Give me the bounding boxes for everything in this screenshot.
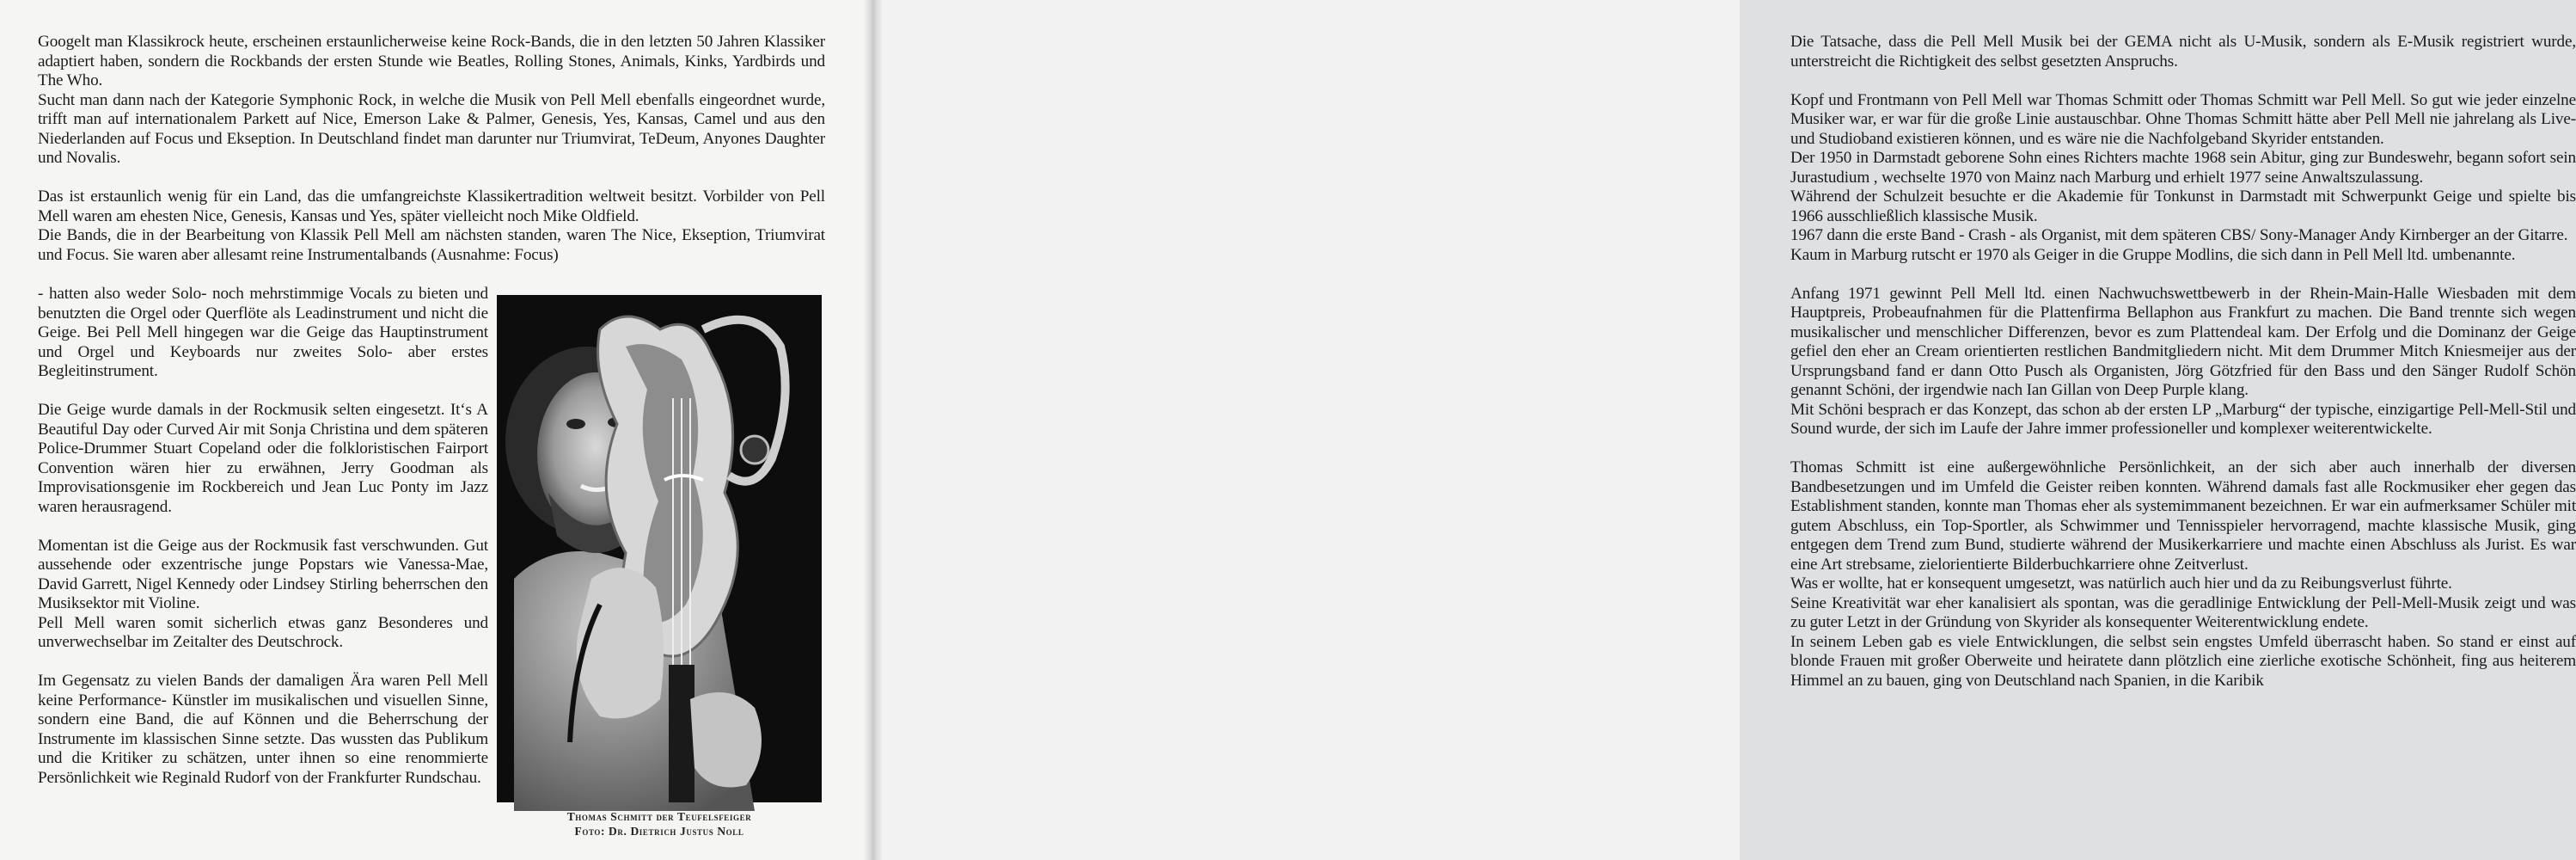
paragraph-modlins: Kaum in Marburg rutscht er 1970 als Geiger in die Gruppe Modlins, die sich dann in Pell Mell ltd. umbenannte. bbox=[1790, 245, 2516, 264]
paragraph-kreativitaet: Seine Kreativität war eher kanalisiert als spontan, was die geradlinige Entwicklung der Pell-Mell-Musik zeigt und was zu guter Letzt in der Gründung von Skyrider als konsequenter Weiterentwicklung endete. bbox=[1790, 593, 2576, 631]
paragraph-crash: 1967 dann die erste Band - Crash - als Organist, mit dem späteren CBS/ Sony-Manager Andy Kirnberger an der Gitarre. bbox=[1790, 226, 2568, 244]
caption-title: Thomas Schmitt der Teufelsfeiger bbox=[566, 810, 752, 823]
photo-caption bbox=[497, 809, 822, 838]
paragraph-vocals: - hatten also weder Solo- noch mehrstimmige Vocals zu bieten und benutzten die Orgel oder Querflöte als Leadinstrument und nicht die Geige. Bei Pell Mell hingegen war die Geige das Hauptinstrument und Orgel und Keyboards nur zweites Solo- aber erstes Begleitinstrument. bbox=[38, 285, 488, 380]
paragraph-gema: Die Tatsache, dass die Pell Mell Musik bei der GEMA nicht als U-Musik, sondern als E-Musik registriert wurde, unterstreicht die Richtigkeit des selbst gesetzten Anspruchs. bbox=[1790, 33, 2576, 71]
left-page bbox=[0, 0, 870, 860]
left-column-text-block bbox=[38, 285, 488, 788]
right-text-block bbox=[1790, 33, 2576, 691]
paragraph-frontmann: Kopf und Frontmann von Pell Mell war Thomas Schmitt oder Thomas Schmitt war Pell Mell. So gut wie jeder einzelne Musiker war, er war für die große Linie austauschbar. Ohne Thomas Schmitt hätte aber Pell Mell nie jahrelang als Live- und Studioband existieren können, und es wäre nie die Nachfolgeband Skyrider entstanden. bbox=[1790, 90, 2576, 148]
paragraph-schoeni: Mit Schöni besprach er das Konzept, das schon ab der ersten LP „Marburg“ der typische, einzigartige Pell-Mell-Stil und Sound wurde, der sich im Laufe der Jahre immer professioneller und komplexer weiterentwickelte. bbox=[1790, 400, 2576, 438]
book-gutter bbox=[864, 0, 883, 860]
paragraph-klassikertradition: Das ist erstaunlich wenig für ein Land, das die umfangreichste Klassikertradition weltweit besitzt. Vorbilder von Pell Mell waren am ehesten Nice, Genesis, Kansas und Yes, später vielleicht noch Mike Oldfield. bbox=[38, 187, 825, 225]
paragraph-bands-bearbeitung: Die Bands, die in der Bearbeitung von Klassik Pell Mell am nächsten standen, waren The Nice, Ekseption, Triumvirat und Focus. Sie waren aber allesamt reine Instrumentalbands (Ausnahme: Focus) bbox=[38, 226, 825, 264]
right-page bbox=[870, 0, 2576, 860]
paragraph-reibungsverlust: Was er wollte, hat er konsequent umgesetzt, was natürlich auch hier und da zu Reibungsverlust führte. bbox=[1790, 574, 2452, 593]
paragraph-wettbewerb: Anfang 1971 gewinnt Pell Mell ltd. einen Nachwuchswettbewerb in der Rhein-Main-Halle Wiesbaden mit dem Hauptpreis, Probeaufnahmen für die Plattenfirma Bellaphon aus Frankfurt zu machen. Die Band trennte sich wegen musikalischer und menschlicher Differenzen, bevor es zum Plattendeal kam. Der Erfolg und die Dominanz der Geige gefiel den eher an Cream orientierten restlichen Bandmitgliedern nicht. Mit dem Drummer Mitch Kniesmeijer aus der Ursprungsband fand er dann Otto Pusch als Organisten, Jörg Götzfried für den Bass und den Sänger Rudolf Schön genannt Schöni, der irgendwie nach Ian Gillan von Deep Purple klang. bbox=[1790, 284, 2576, 399]
violinist-photo-graphic bbox=[497, 295, 822, 802]
caption-credit: Foto: Dr. Dietrich Justus Noll bbox=[574, 825, 744, 838]
paragraph-persoenlichkeit: Thomas Schmitt ist eine außergewöhnliche Persönlichkeit, an der sich aber auch innerhalb der diversen Bandbesetzungen und im Umfeld die Geister reiben konnten. Während damals fast alle Rockmusiker eher gegen das Establishment standen, konnte man Thomas eher als systemimmanent bezeichnen. Er war ein aufmerksamer Schüler mit gutem Abschluss, ein Top-Sportler, als Schwimmer und Tennisspieler hervorragend, machte klassische Musik, ging entgegen dem Trend zum Bund, studierte während der Musikerkarriere und machte einen Abschluss als Jurist. Es war eine Art strebsame, zielorientierte Bilderbuchkarriere ohne Zeitverlust. bbox=[1790, 458, 2576, 574]
violinist-photo bbox=[497, 295, 822, 802]
paragraph-besonderes: Pell Mell waren somit sicherlich etwas ganz Besonderes und unverwechselbar im Zeitalter des Deutschrock. bbox=[38, 613, 488, 651]
paragraph-geige-rockmusik: Die Geige wurde damals in der Rockmusik selten eingesetzt. It‘s A Beautiful Day oder Curved Air mit Sonja Christina und dem späteren Police-Drummer Stuart Copeland oder die folkloristischen Fairport Convention wären hier zu erwähnen, Jerry Goodman als Improvisationsgenie im Rockbereich und Jean Luc Ponty im Jazz waren herausragend. bbox=[38, 401, 488, 516]
paragraph-googelt: Googelt man Klassikrock heute, erscheinen erstaunlicherweise keine Rock-Bands, die in den letzten 50 Jahren Klassiker adaptiert haben, sondern die Rockbands der ersten Stunde wie Beatles, Rolling Stones, Animals, Kinks, Yardbirds und The Who. bbox=[38, 33, 825, 89]
paragraph-tonkunst: Während der Schulzeit besuchte er die Akademie für Tonkunst in Darmstadt mit Schwerpunkt Geige und spielte bis 1966 ausschließlich klassische Musik. bbox=[1790, 187, 2576, 225]
paragraph-entwicklungen: In seinem Leben gab es viele Entwicklungen, die selbst sein engstes Umfeld überrascht haben. So stand er einst auf blonde Frauen mit großer Oberweite und heiratete dann plötzlich eine zierliche exotische Schönheit, fing aus heiterem Himmel an zu bauen, ging von Deutschland nach Spanien, in die Karibik bbox=[1790, 632, 2576, 690]
paragraph-performance: Im Gegensatz zu vielen Bands der damaligen Ära waren Pell Mell keine Performance- Künstler im musikalischen und visuellen Sinne, sondern eine Band, die auf Können und die Beherrschung der Instrumente im klassischen Sinne setzte. Das wussten das Publikum und die Kritiker zu schätzen, unter ihnen so eine renommierte Persönlichkeit wie Reginald Rudorf von der Frankfurter Rundschau. bbox=[38, 672, 488, 787]
paragraph-symphonic-rock: Sucht man dann nach der Kategorie Symphonic Rock, in welche die Musik von Pell Mell ebenfalls eingeordnet wurde, trifft man auf internationalem Parkett auf Nice, Emerson Lake & Palmer, Genesis, Yes, Kansas, Camel und aus den Niederlanden auf Focus und Ekseption. In Deutschland findet man darunter nur Triumvirat, TeDeum, Anyones Daughter und Novalis. bbox=[38, 90, 825, 167]
paragraph-biografie: Der 1950 in Darmstadt geborene Sohn eines Richters machte 1968 sein Abitur, ging zur Bundeswehr, begann sofort sein Jurastudium , wechselte 1970 von Mainz nach Marburg und erhielt 1977 seine Anwaltszulassung. bbox=[1790, 149, 2576, 187]
paragraph-momentan: Momentan ist die Geige aus der Rockmusik fast verschwunden. Gut aussehende oder exzentrische junge Popstars wie Vanessa-Mae, David Garrett, Nigel Kennedy oder Lindsey Stirling beherrschen den Musiksektor mit Violine. bbox=[38, 536, 488, 612]
left-top-text-block bbox=[38, 33, 825, 265]
